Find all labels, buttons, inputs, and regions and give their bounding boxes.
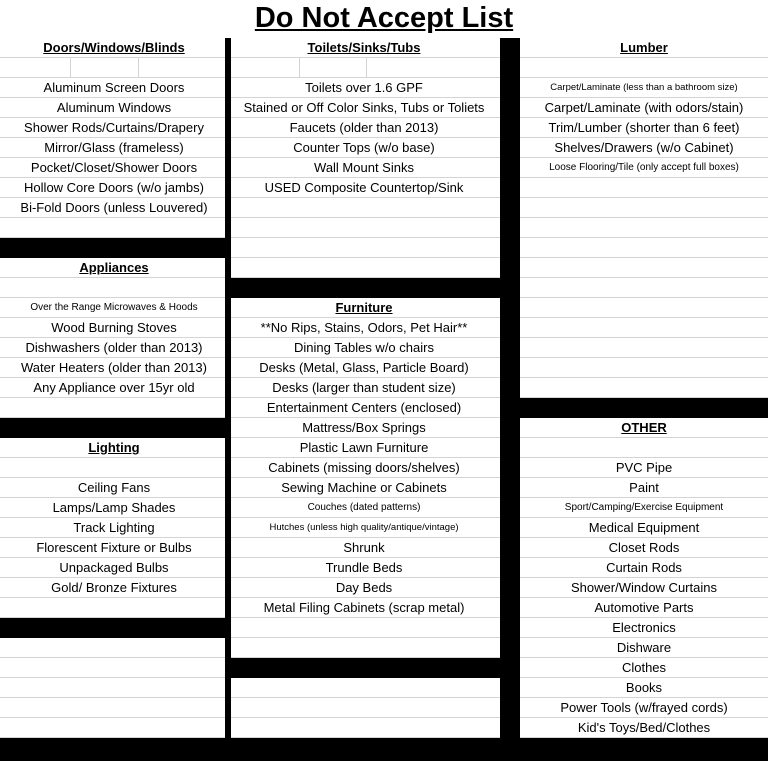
divider-bar: [228, 658, 500, 678]
list-item: Books: [520, 678, 768, 698]
list-item: Trundle Beds: [228, 558, 500, 578]
blank-row: [520, 58, 768, 78]
section-header-lighting: Lighting: [0, 438, 228, 458]
list-item: Power Tools (w/frayed cords): [520, 698, 768, 718]
divider-bar: [0, 738, 228, 761]
divider-bar: [0, 618, 228, 638]
blank-row: [0, 278, 228, 298]
blank-row: [0, 638, 228, 658]
list-item: Sewing Machine or Cabinets: [228, 478, 500, 498]
blank-row: [0, 658, 228, 678]
list-item: Shrunk: [228, 538, 500, 558]
grid-line: [138, 58, 139, 78]
blank-row: [520, 198, 768, 218]
list-item: Unpackaged Bulbs: [0, 558, 228, 578]
list-item: USED Composite Countertop/Sink: [228, 178, 500, 198]
blank-row: [228, 58, 500, 78]
blank-row: [520, 258, 768, 278]
list-item: Desks (larger than student size): [228, 378, 500, 398]
list-item: Hollow Core Doors (w/o jambs): [0, 178, 228, 198]
list-item: Desks (Metal, Glass, Particle Board): [228, 358, 500, 378]
blank-row: [520, 178, 768, 198]
list-item: Electronics: [520, 618, 768, 638]
list-item: **No Rips, Stains, Odors, Pet Hair**: [228, 318, 500, 338]
list-item: Hutches (unless high quality/antique/vintage): [228, 518, 500, 538]
divider-bar: [228, 738, 500, 761]
list-item: Trim/Lumber (shorter than 6 feet): [520, 118, 768, 138]
divider-bar: [228, 278, 500, 298]
list-item: Metal Filing Cabinets (scrap metal): [228, 598, 500, 618]
list-item: Carpet/Laminate (with odors/stain): [520, 98, 768, 118]
list-item: Couches (dated patterns): [228, 498, 500, 518]
list-item: Stained or Off Color Sinks, Tubs or Toliets: [228, 98, 500, 118]
list-item: Entertainment Centers (enclosed): [228, 398, 500, 418]
list-item: Ceiling Fans: [0, 478, 228, 498]
blank-row: [0, 218, 228, 238]
blank-row: [228, 698, 500, 718]
list-item: Wall Mount Sinks: [228, 158, 500, 178]
list-item: Counter Tops (w/o base): [228, 138, 500, 158]
grid-line: [299, 58, 300, 78]
section-header-doors: Doors/Windows/Blinds: [0, 38, 228, 58]
list-item: Carpet/Laminate (less than a bathroom size): [520, 78, 768, 98]
blank-row: [228, 258, 500, 278]
blank-row: [228, 238, 500, 258]
section-header-other: OTHER: [520, 418, 768, 438]
divider-bar: [0, 238, 228, 258]
section-header-toilets: Toilets/Sinks/Tubs: [228, 38, 500, 58]
list-item: Mirror/Glass (frameless): [0, 138, 228, 158]
list-item: Mattress/Box Springs: [228, 418, 500, 438]
list-item: Dishware: [520, 638, 768, 658]
list-item: Aluminum Screen Doors: [0, 78, 228, 98]
blank-row: [0, 678, 228, 698]
list-item: Florescent Fixture or Bulbs: [0, 538, 228, 558]
list-item: Dishwashers (older than 2013): [0, 338, 228, 358]
blank-row: [228, 198, 500, 218]
list-item: Sport/Camping/Exercise Equipment: [520, 498, 768, 518]
grid-line: [70, 58, 71, 78]
section-header-furniture: Furniture: [228, 298, 500, 318]
divider-bar: [520, 738, 768, 761]
blank-row: [0, 458, 228, 478]
list-item: Paint: [520, 478, 768, 498]
blank-row: [520, 378, 768, 398]
blank-row: [228, 638, 500, 658]
divider-bar: [520, 398, 768, 418]
list-item: Loose Flooring/Tile (only accept full boxes): [520, 158, 768, 178]
list-item: Wood Burning Stoves: [0, 318, 228, 338]
blank-row: [228, 718, 500, 738]
blank-row: [228, 218, 500, 238]
blank-row: [520, 358, 768, 378]
list-item: Bi-Fold Doors (unless Louvered): [0, 198, 228, 218]
list-item: Pocket/Closet/Shower Doors: [0, 158, 228, 178]
list-item: Faucets (older than 2013): [228, 118, 500, 138]
list-item: Aluminum Windows: [0, 98, 228, 118]
list-item: Shelves/Drawers (w/o Cabinet): [520, 138, 768, 158]
blank-row: [520, 278, 768, 298]
list-item: Day Beds: [228, 578, 500, 598]
blank-row: [0, 398, 228, 418]
list-item: Medical Equipment: [520, 518, 768, 538]
list-item: Lamps/Lamp Shades: [0, 498, 228, 518]
blank-row: [520, 318, 768, 338]
list-item: Closet Rods: [520, 538, 768, 558]
list-item: Over the Range Microwaves & Hoods: [0, 298, 228, 318]
list-item: Plastic Lawn Furniture: [228, 438, 500, 458]
list-item: Dining Tables w/o chairs: [228, 338, 500, 358]
column-divider: [225, 38, 231, 761]
list-item: Kid's Toys/Bed/Clothes: [520, 718, 768, 738]
list-item: Track Lighting: [0, 518, 228, 538]
list-item: Water Heaters (older than 2013): [0, 358, 228, 378]
list-item: Shower Rods/Curtains/Drapery: [0, 118, 228, 138]
section-header-lumber: Lumber: [520, 38, 768, 58]
page-title: Do Not Accept List: [254, 2, 514, 34]
list-item: Curtain Rods: [520, 558, 768, 578]
blank-row: [0, 698, 228, 718]
blank-row: [228, 678, 500, 698]
grid-line: [366, 58, 367, 78]
column-divider: [500, 38, 520, 761]
blank-row: [0, 718, 228, 738]
list-item: Toilets over 1.6 GPF: [228, 78, 500, 98]
list-item: Any Appliance over 15yr old: [0, 378, 228, 398]
blank-row: [520, 238, 768, 258]
do-not-accept-table: [0, 38, 768, 761]
blank-row: [520, 298, 768, 318]
blank-row: [520, 338, 768, 358]
list-item: Gold/ Bronze Fixtures: [0, 578, 228, 598]
divider-bar: [0, 418, 228, 438]
list-item: Shower/Window Curtains: [520, 578, 768, 598]
list-item: Automotive Parts: [520, 598, 768, 618]
list-item: Clothes: [520, 658, 768, 678]
blank-row: [520, 438, 768, 458]
list-item: PVC Pipe: [520, 458, 768, 478]
blank-row: [228, 618, 500, 638]
section-header-appliances: Appliances: [0, 258, 228, 278]
blank-row: [0, 598, 228, 618]
blank-row: [0, 58, 228, 78]
blank-row: [520, 218, 768, 238]
list-item: Cabinets (missing doors/shelves): [228, 458, 500, 478]
